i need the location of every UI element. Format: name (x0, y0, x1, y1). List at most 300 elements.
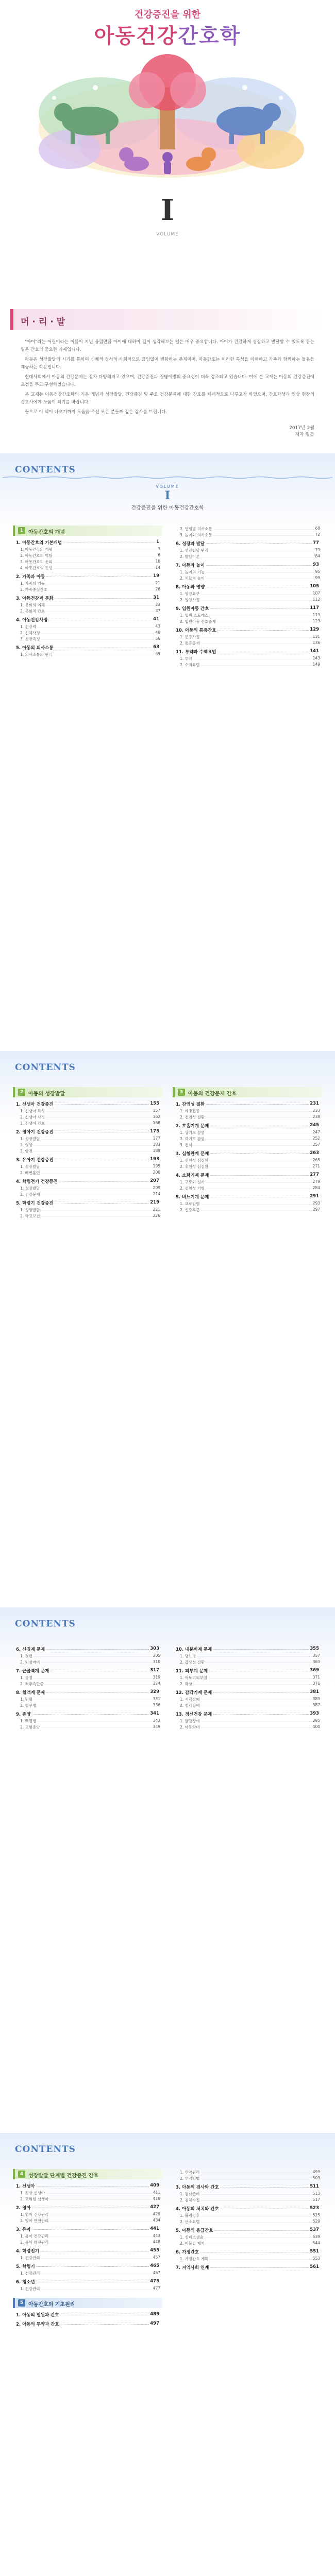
section-page-number: 14 (155, 565, 160, 570)
chapter-page-number: 303 (150, 1646, 159, 1651)
part-title: 아동의 성장발달 (28, 1091, 65, 1097)
chapter-entry[interactable] (13, 595, 162, 602)
section-page-number: 349 (153, 1724, 160, 1729)
chapter-entry[interactable] (173, 1667, 322, 1674)
chapter-entry[interactable] (173, 1100, 322, 1108)
chapter-page-number: 561 (310, 2264, 319, 2269)
chapter-entry[interactable] (13, 1689, 162, 1696)
section-title: 2. 갑상선 질환 (180, 1660, 205, 1665)
chapter-entry[interactable] (173, 2183, 322, 2191)
section-title: 1. 선천성 심질환 (180, 1158, 209, 1163)
section-page-number: 517 (312, 2197, 320, 2202)
section-entry[interactable] (13, 1681, 162, 1687)
section-title: 1. 영아 건강관리 (20, 2212, 49, 2217)
chapter-title: 6. 가정간호 (176, 2250, 199, 2255)
section-entry[interactable] (13, 630, 162, 636)
section-entry[interactable] (13, 1108, 162, 1114)
section-title: 4. 아동간호의 동향 (20, 566, 53, 570)
section-page-number: 310 (153, 1659, 160, 1664)
section-entry[interactable] (13, 1163, 162, 1170)
chapter-title: 8. 아동과 영양 (176, 585, 205, 590)
section-page-number: 503 (312, 2176, 320, 2180)
chapter-title: 2. 가족과 아동 (16, 574, 45, 580)
section-page-number: 331 (153, 1697, 160, 1701)
section-page-number: 400 (312, 1724, 320, 1729)
section-page-number: 221 (153, 1207, 160, 1212)
section-title: 2. 통증중재 (180, 641, 200, 646)
chapter-title: 3. 심혈관계 문제 (176, 1151, 209, 1157)
section-title: 1. 시각장애 (180, 1697, 200, 1702)
chapter-page-number: 455 (150, 2248, 159, 2253)
chapter-page-number: 441 (150, 2226, 159, 2231)
section-title: 1. 검사준비 (180, 2192, 200, 2196)
chapter-title: 4. 아동건강사정 (16, 618, 48, 623)
section-title: 1. 아동건강의 개념 (20, 547, 53, 552)
chapter-page-number: 31 (153, 595, 159, 600)
section-entry[interactable] (13, 636, 162, 642)
section-entry[interactable] (173, 1659, 322, 1665)
section-page-number: 457 (153, 2255, 160, 2260)
section-title: 1. 백혈병 (20, 1719, 37, 1723)
section-page-number: 119 (312, 613, 320, 617)
section-entry[interactable] (13, 1142, 162, 1148)
section-entry[interactable] (173, 547, 322, 553)
section-entry[interactable] (173, 590, 322, 597)
section-entry[interactable] (13, 608, 162, 614)
chapter-title: 6. 성장과 발달 (176, 541, 205, 547)
chapter-entry[interactable] (13, 2204, 162, 2211)
section-page-number: 65 (155, 652, 160, 656)
section-entry[interactable] (13, 623, 162, 630)
section-page-number: 265 (312, 1158, 320, 1162)
chapter-page-number: 551 (310, 2249, 319, 2254)
section-entry[interactable] (173, 618, 322, 624)
section-page-number: 343 (153, 1718, 160, 1723)
section-entry[interactable] (13, 2196, 162, 2202)
section-page-number: 26 (155, 587, 160, 591)
section-page-number: 499 (312, 2170, 320, 2174)
chapter-entry[interactable] (13, 2320, 162, 2328)
chapter-page-number: 369 (310, 1668, 319, 1673)
contents-heading: CONTENTS (15, 1062, 76, 1073)
section-entry[interactable] (173, 1200, 322, 1207)
part-heading (13, 2298, 162, 2308)
preface-sign-date: 2017년 2월 (289, 426, 314, 431)
section-title: 1. 당뇨병 (180, 1654, 196, 1658)
preface-signature (211, 425, 314, 438)
section-page-number: 157 (153, 1108, 160, 1113)
chapter-entry[interactable] (173, 1150, 322, 1157)
section-entry[interactable] (13, 1674, 162, 1681)
section-page-number: 297 (312, 1207, 320, 1212)
section-page-number: 513 (312, 2191, 320, 2196)
section-entry[interactable] (173, 1702, 322, 1708)
preface-paragraph: 본 교재는 아동건강간호학의 기본 개념과 성장발달, 건강증진 및 주요 건강문제에 대한 간호를 체계적으로 다루고자 하였으며, 간호학생과 임상 현장의 간호사에게 도움이 되기를 바랍니다. (21, 392, 314, 405)
section-entry[interactable] (173, 532, 322, 538)
section-entry[interactable] (173, 2218, 322, 2225)
section-entry[interactable] (173, 597, 322, 603)
chapter-entry[interactable] (173, 648, 322, 655)
section-page-number: 10 (155, 559, 160, 564)
section-entry[interactable] (13, 1659, 162, 1665)
section-entry[interactable] (13, 552, 162, 558)
section-page-number: 56 (155, 636, 160, 641)
section-entry[interactable] (173, 1157, 322, 1163)
section-page-number: 376 (312, 1681, 320, 1686)
chapter-entry[interactable] (13, 1178, 162, 1185)
chapter-entry[interactable] (173, 1710, 322, 1718)
preface-title: 머·리·말 (21, 317, 69, 327)
preface-paragraph: 아동은 성장발달의 시기를 통하여 신체적·정서적·사회적으로 끊임없이 변화하는 존재이며, 아동간호는 이러한 특성을 이해하고 가족과 함께하는 돌봄을 제공하는 학문입니다. (21, 357, 314, 370)
section-page-number: 539 (312, 2234, 320, 2239)
section-entry[interactable] (13, 2217, 162, 2224)
chapter-page-number: 105 (310, 584, 319, 589)
section-entry[interactable] (173, 1114, 322, 1120)
chapter-title: 11. 피부계 문제 (176, 1669, 208, 1674)
section-page-number: 43 (155, 624, 160, 629)
section-page-number: 525 (312, 2213, 320, 2217)
section-page-number: 544 (312, 2241, 320, 2245)
chapter-title: 3. 유아 (16, 2227, 31, 2232)
section-title: 2. 학교보건 (20, 1214, 40, 1218)
section-entry[interactable] (173, 2234, 322, 2240)
chapter-entry[interactable] (173, 1193, 322, 1200)
chapter-page-number: 277 (310, 1172, 319, 1177)
section-entry[interactable] (173, 575, 322, 581)
chapter-page-number: 317 (150, 1668, 159, 1673)
chapter-page-number: 523 (310, 2206, 319, 2211)
section-entry[interactable] (13, 1114, 162, 1120)
chapter-entry[interactable] (13, 1199, 162, 1207)
section-page-number: 336 (153, 1703, 160, 1707)
chapter-entry[interactable] (13, 1128, 162, 1136)
section-title: 2. 신체사정 (20, 631, 40, 635)
section-entry[interactable] (173, 634, 322, 640)
section-entry[interactable] (173, 1674, 322, 1681)
chapter-title: 4. 아동의 처치와 간호 (176, 2207, 219, 2212)
section-entry[interactable] (173, 1185, 322, 1191)
chapter-title: 3. 아동건강과 문화 (16, 596, 54, 601)
section-title: 2. 투약방법 (180, 2176, 200, 2181)
section-entry[interactable] (13, 558, 162, 565)
chapter-entry[interactable] (173, 562, 322, 569)
section-entry[interactable] (173, 1108, 322, 1114)
chapter-entry[interactable] (13, 2226, 162, 2233)
preface-body (21, 338, 314, 418)
section-entry[interactable] (173, 655, 322, 662)
section-entry[interactable] (13, 1207, 162, 1213)
contents-page-1 (0, 453, 335, 1041)
chapter-page-number: 497 (150, 2321, 159, 2326)
cover-page (0, 0, 335, 296)
chapter-entry[interactable] (13, 2263, 162, 2270)
chapter-page-number: 465 (150, 2263, 159, 2268)
chapter-entry[interactable] (13, 2182, 162, 2190)
section-page-number: 395 (312, 1718, 320, 1723)
section-title: 1. 상기도 감염 (180, 1130, 205, 1135)
section-entry[interactable] (13, 2233, 162, 2239)
part-number: 5 (18, 2299, 25, 2307)
section-entry[interactable] (173, 1681, 322, 1687)
section-entry[interactable] (13, 2190, 162, 2196)
section-entry[interactable] (13, 1724, 162, 1730)
section-entry[interactable] (173, 1724, 322, 1730)
section-title: 2. 이물질 제거 (180, 2241, 205, 2246)
chapter-page-number: 393 (310, 1711, 319, 1716)
chapter-page-number: 329 (150, 1689, 159, 1694)
section-entry[interactable] (13, 1213, 162, 1219)
section-page-number: 448 (153, 2240, 160, 2244)
section-title: 1. 투약원리 (180, 2170, 200, 2175)
section-entry[interactable] (13, 1191, 162, 1197)
section-page-number: 383 (312, 1697, 320, 1701)
section-entry[interactable] (173, 1163, 322, 1170)
section-entry[interactable] (173, 612, 322, 618)
chapter-entry[interactable] (13, 2311, 162, 2318)
chapter-entry[interactable] (173, 583, 322, 590)
part-title: 아동간호의 기초원리 (28, 2302, 75, 2308)
section-entry[interactable] (13, 586, 162, 592)
section-entry[interactable] (173, 1142, 322, 1148)
chapter-page-number: 219 (150, 1200, 159, 1205)
chapter-title: 4. 소화기계 문제 (176, 1173, 209, 1178)
chapter-title: 3. 유아기 건강증진 (16, 1158, 54, 1163)
contents-wave-line (3, 476, 332, 479)
contents-column-left (13, 526, 162, 657)
section-entry[interactable] (173, 2256, 322, 2262)
contents-column-left (13, 1643, 162, 1730)
section-entry[interactable] (173, 1179, 322, 1185)
section-entry[interactable] (173, 1136, 322, 1142)
section-entry[interactable] (13, 1185, 162, 1191)
section-page-number: 279 (312, 1179, 320, 1184)
chapter-title: 2. 영아 (16, 2206, 31, 2211)
section-entry[interactable] (13, 565, 162, 571)
section-entry[interactable] (13, 1120, 162, 1126)
section-page-number: 429 (153, 2212, 160, 2216)
section-entry[interactable] (173, 2240, 322, 2246)
section-title: 2. 영양 (20, 1143, 33, 1147)
chapter-entry[interactable] (13, 644, 162, 651)
section-page-number: 162 (153, 1114, 160, 1119)
chapter-title: 1. 아동의 입원과 간호 (16, 2313, 59, 2318)
section-page-number: 37 (155, 608, 160, 613)
section-title: 1. 가정간호 계획 (180, 2257, 209, 2261)
section-title: 1. 건강관리 (20, 2271, 40, 2276)
contents-heading: CONTENTS (15, 465, 76, 475)
section-entry[interactable] (173, 2169, 322, 2175)
chapter-entry[interactable] (13, 1646, 162, 1653)
section-entry[interactable] (173, 569, 322, 575)
chapter-page-number: 231 (310, 1101, 319, 1106)
chapter-title: 5. 아동의 의사소통 (16, 646, 54, 651)
chapter-entry[interactable] (173, 1122, 322, 1129)
section-entry[interactable] (13, 602, 162, 608)
chapter-entry[interactable] (13, 1710, 162, 1718)
section-title: 2. 치료적 놀이 (180, 576, 205, 581)
chapter-entry[interactable] (173, 2248, 322, 2256)
chapter-title: 5. 비뇨기계 문제 (176, 1195, 209, 1200)
chapter-page-number: 381 (310, 1689, 319, 1694)
section-page-number: 371 (312, 1675, 320, 1680)
volume-label: VOLUME (156, 484, 179, 489)
section-entry[interactable] (173, 553, 322, 560)
chapter-page-number: 129 (310, 627, 319, 632)
section-title: 1. 구토와 설사 (180, 1180, 205, 1184)
section-title: 3. 아동간호의 윤리 (20, 560, 53, 564)
section-entry[interactable] (173, 662, 322, 668)
chapter-entry[interactable] (13, 1100, 162, 1108)
chapter-entry[interactable] (173, 605, 322, 612)
section-page-number: 214 (153, 1192, 160, 1196)
part-title: 아동간호의 개념 (28, 530, 65, 535)
chapter-title: 9. 입원아동 간호 (176, 606, 209, 612)
section-entry[interactable] (173, 1129, 322, 1136)
chapter-title: 4. 학령전기 건강증진 (16, 1179, 58, 1184)
section-title: 1. 투약 (180, 656, 193, 661)
section-page-number: 21 (155, 581, 160, 585)
section-title: 3. 놀이와 의사소통 (180, 533, 212, 537)
part-number: 4 (18, 2171, 25, 2178)
section-page-number: 357 (312, 1653, 320, 1658)
section-page-number: 84 (315, 554, 320, 558)
part-heading (13, 526, 162, 536)
section-title: 2. 화상 (180, 1682, 193, 1686)
chapter-page-number: 475 (150, 2279, 159, 2284)
section-page-number: 200 (153, 1170, 160, 1175)
section-entry[interactable] (13, 1718, 162, 1724)
contents-heading: CONTENTS (15, 2144, 76, 2155)
chapter-entry[interactable] (13, 616, 162, 623)
chapter-entry[interactable] (173, 626, 322, 634)
section-title: 1. 가족의 기능 (20, 581, 45, 586)
section-page-number: 95 (315, 569, 320, 574)
section-entry[interactable] (173, 640, 322, 646)
cover-subtitle: 건강증진을 위한 (135, 9, 200, 20)
part-number: 3 (178, 1089, 185, 1096)
chapter-entry[interactable] (13, 573, 162, 580)
section-entry[interactable] (173, 526, 322, 532)
section-entry[interactable] (13, 651, 162, 657)
section-title: 3. 신생아 간호 (20, 1121, 45, 1126)
section-entry[interactable] (13, 1136, 162, 1142)
section-page-number: 195 (153, 1164, 160, 1168)
section-title: 2. 영아 안전관리 (20, 2218, 49, 2223)
section-page-number: 529 (312, 2219, 320, 2224)
chapter-page-number: 427 (150, 2205, 159, 2210)
section-title: 1. 성장발달 (20, 1186, 40, 1191)
chapter-entry[interactable] (13, 2247, 162, 2255)
section-title: 2. 가족중심간호 (20, 587, 48, 592)
section-page-number: 123 (312, 619, 320, 623)
contents-column-left (13, 1087, 162, 1219)
section-entry[interactable] (13, 2255, 162, 2261)
section-entry[interactable] (173, 2212, 322, 2218)
chapter-entry[interactable] (173, 540, 322, 547)
chapter-entry[interactable] (13, 2278, 162, 2285)
section-page-number: 183 (153, 1142, 160, 1147)
section-title: 1. 아토피피부염 (180, 1675, 208, 1680)
chapter-entry[interactable] (173, 1172, 322, 1179)
preface-paragraph: "아이"라는 어린이라는 이름이 지닌 울림만큼 아이에 대하여 깊이 생각해보는 일은 매우 중요합니다. 아이가 건강하게 성장하고 발달할 수 있도록 돕는 일은 간호의 중요한 과제입니다. (21, 340, 314, 352)
chapter-entry[interactable] (173, 2205, 322, 2212)
section-entry[interactable] (13, 2239, 162, 2245)
chapter-page-number: 263 (310, 1150, 319, 1156)
chapter-title: 9. 종양 (16, 1712, 31, 1717)
volume-banner (0, 484, 335, 511)
section-entry[interactable] (13, 1653, 162, 1659)
cover-title-accent: 간호학 (178, 24, 241, 48)
section-title: 2. 청각장애 (180, 1703, 200, 1708)
contents-column-left (13, 2169, 162, 2328)
chapter-title: 3. 아동의 검사와 간호 (176, 2185, 219, 2190)
preface-title-bar (10, 309, 325, 330)
chapter-title: 6. 청소년 (16, 2280, 35, 2285)
section-entry[interactable] (13, 2211, 162, 2217)
section-title: 1. 활력징후 (180, 2213, 200, 2218)
chapter-title: 7. 근골격계 문제 (16, 1669, 49, 1674)
section-entry[interactable] (13, 1170, 162, 1176)
chapter-page-number: 511 (310, 2184, 319, 2189)
section-entry[interactable] (13, 2285, 162, 2292)
section-page-number: 324 (153, 1681, 160, 1686)
part-title: 아동의 건강문제 간호 (188, 1091, 237, 1097)
chapter-entry[interactable] (173, 1689, 322, 1696)
section-title: 2. 수액요법 (180, 663, 200, 667)
chapter-entry[interactable] (173, 1646, 322, 1653)
section-entry[interactable] (13, 2270, 162, 2276)
cover-title (0, 20, 335, 49)
part-heading (13, 2169, 162, 2179)
chapter-title: 12. 감각기계 문제 (176, 1690, 212, 1696)
section-entry[interactable] (173, 1653, 322, 1659)
chapter-entry[interactable] (13, 539, 162, 546)
section-title: 2. 전염성 질환 (180, 1115, 205, 1120)
contents-column-right (173, 526, 322, 668)
section-entry[interactable] (173, 2197, 322, 2203)
section-page-number: 319 (153, 1675, 160, 1680)
chapter-entry[interactable] (173, 2227, 322, 2234)
chapter-entry[interactable] (13, 1156, 162, 1163)
section-entry[interactable] (13, 1702, 162, 1708)
section-title: 2. 배변훈련 (20, 1171, 40, 1175)
section-title: 1. 빈혈 (20, 1697, 33, 1702)
section-entry[interactable] (173, 1696, 322, 1702)
section-page-number: 387 (312, 1703, 320, 1707)
section-title: 2. 입원아동 간호중재 (180, 619, 216, 624)
section-entry[interactable] (13, 1696, 162, 1702)
chapter-entry[interactable] (173, 2264, 322, 2271)
section-entry[interactable] (173, 1207, 322, 1213)
section-entry[interactable] (173, 2175, 322, 2181)
section-page-number: 177 (153, 1136, 160, 1141)
section-entry[interactable] (13, 580, 162, 586)
section-entry[interactable] (13, 1148, 162, 1154)
section-entry[interactable] (173, 2191, 322, 2197)
section-page-number: 226 (153, 1213, 160, 1218)
chapter-entry[interactable] (13, 1667, 162, 1674)
chapter-page-number: 19 (153, 573, 159, 579)
section-page-number: 48 (155, 630, 160, 635)
section-title: 1. 성장발달 (20, 1137, 40, 1141)
section-title: 1. 발달장애 (180, 1719, 200, 1723)
chapter-page-number: 141 (310, 649, 319, 654)
section-title: 1. 건강관리 (20, 2286, 40, 2291)
section-entry[interactable] (13, 546, 162, 552)
preface-paragraph: 끝으로 이 책이 나오기까지 도움을 주신 모든 분들께 깊은 감사를 드립니다. (25, 410, 167, 415)
section-entry[interactable] (173, 1718, 322, 1724)
chapter-page-number: 77 (313, 540, 319, 546)
